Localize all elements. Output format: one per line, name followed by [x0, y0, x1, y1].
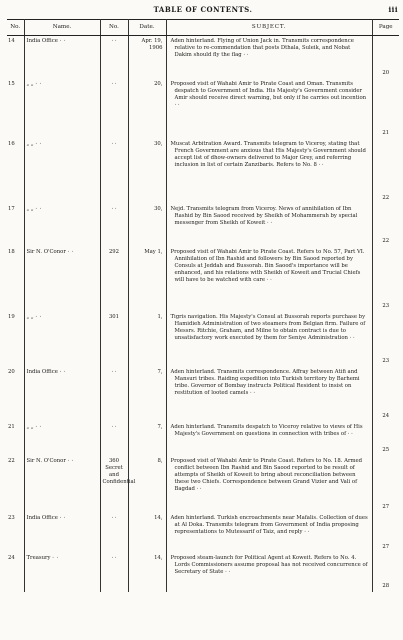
page-reference: 20	[382, 70, 390, 77]
subject-cell	[166, 139, 372, 204]
subject-cell	[166, 367, 372, 422]
subject-text: Proposed steam-launch for Political Agent at Koweit. Refers to No. 4. Lords Commissioners assume proposal has not received concurrence of Secretary of State · ·	[170, 554, 368, 575]
entry-number: 24	[7, 553, 24, 592]
column-header-date: Date.	[128, 20, 166, 36]
subject-cell	[166, 247, 372, 312]
entry-date: 8,	[128, 456, 166, 513]
page-reference: 27	[382, 544, 390, 551]
entry-date: 30,	[128, 204, 166, 247]
sender-name: „ „	[26, 80, 34, 87]
subject-text: Muscat Arbitration Award. Transmits telegram to Viceroy, stating that French Government are anxious that His Majesty's Government should accept list of dhow-owners delivered to Major Grey, and referring inclusion in list of certain Zanzibaris. Refers to No. 8 · ·	[170, 140, 366, 168]
sender-name: Sir N. O'Conor	[26, 457, 66, 464]
entry-date: 14,	[128, 513, 166, 553]
sender-cell	[24, 36, 100, 79]
sender-cell	[24, 553, 100, 592]
sender-leader-dots: · ·	[35, 205, 42, 212]
sender-cell	[24, 456, 100, 513]
page-reference: 21	[382, 130, 390, 137]
page-header	[8, 5, 398, 17]
sender-leader-dots: · ·	[35, 80, 42, 87]
despatch-number: 292	[100, 247, 128, 312]
entry-date: 14,	[128, 553, 166, 592]
entry-number: 14	[7, 36, 24, 79]
entry-number: 22	[7, 456, 24, 513]
sender-name: „ „	[26, 140, 34, 147]
table-row	[7, 456, 399, 513]
sender-leader-dots: · ·	[35, 423, 42, 430]
subject-text: Proposed visit of Wahabi Amir to Pirate Coast and Oman. Transmits despatch to Government of India. His Majesty's Government consider Amir should receive direct warning, but only if he carries out incention · ·	[170, 80, 367, 108]
subject-text: Aden hinterland. Transmits correspondence. Affray between Atifi and Mansuri tribes. Raiding expedition into Turkish territory by Barhemi tribe. Governor of Bombay instructs Political Resident to insist on restitution of looted camels · ·	[170, 368, 360, 396]
entry-date: 7,	[128, 422, 166, 456]
sender-cell	[24, 247, 100, 312]
page-reference: 23	[382, 303, 390, 310]
page-reference: 27	[382, 504, 390, 511]
page-reference: 24	[382, 413, 390, 420]
page-reference: 25	[382, 447, 390, 454]
table-row	[7, 204, 399, 247]
page-reference: 22	[382, 238, 390, 245]
sender-leader-dots: · ·	[59, 38, 67, 44]
subject-cell	[166, 36, 372, 79]
subject-cell	[166, 513, 372, 553]
sender-cell	[24, 204, 100, 247]
despatch-number: · ·	[100, 139, 128, 204]
table-row	[7, 367, 399, 422]
despatch-number: · ·	[100, 79, 128, 139]
entry-number: 23	[7, 513, 24, 553]
despatch-number: · ·	[100, 36, 128, 79]
sender-leader-dots: · ·	[52, 554, 59, 561]
sender-name: „ „	[26, 205, 34, 212]
subject-text: Aden hinterland. Turkish encroachments near Mafalis. Collection of dues at Al Doka. Transmits telegram from Government of India proposing representations to Mutessarif of Taiz, and reply · ·	[170, 514, 368, 535]
subject-cell	[166, 456, 372, 513]
sender-cell	[24, 139, 100, 204]
subject-text: Aden hinterland. Transmits despatch to Viceroy relative to views of His Majesty's Government on questions in connection with tribes of · ·	[170, 423, 363, 437]
contents-table	[7, 19, 399, 592]
subject-text: Proposed visit of Wahabi Amir to Pirate Coast. Refers to No. 18. Armed conflict between Ibn Rashid and Bin Saood reported to be result of attempts of Sheikh of Koweit to bring about reconciliation between these two Chiefs. Correspondence between Grand Vizier and Vali of Bagdad · ·	[170, 457, 363, 492]
despatch-number: 301	[100, 312, 128, 367]
sender-leader-dots: · ·	[67, 248, 75, 255]
sender-name: „ „	[26, 313, 34, 320]
entry-number: 21	[7, 422, 24, 456]
table-row	[7, 312, 399, 367]
page-reference: 28	[382, 583, 390, 590]
sender-leader-dots: · ·	[59, 368, 67, 375]
sender-name: India Office	[26, 368, 58, 375]
column-header-name: Name.	[24, 20, 100, 36]
sender-leader-dots: · ·	[35, 140, 42, 147]
despatch-number: 360 Secret and Confidential	[100, 456, 128, 513]
entry-number: 15	[7, 79, 24, 139]
sender-name: Sir N. O'Conor	[26, 248, 66, 255]
sender-name: „ „	[26, 423, 34, 430]
entry-number: 17	[7, 204, 24, 247]
entry-date: 20,	[128, 79, 166, 139]
sender-name: Treasury	[26, 554, 51, 561]
table-body	[7, 36, 399, 592]
entry-date: 30,	[128, 139, 166, 204]
column-header-despatch-no: No.	[100, 20, 128, 36]
table-row	[7, 422, 399, 456]
entry-number: 18	[7, 247, 24, 312]
subject-cell	[166, 204, 372, 247]
table-row	[7, 139, 399, 204]
page-title: TABLE OF CONTENTS.	[153, 5, 253, 14]
sender-leader-dots: · ·	[67, 457, 75, 464]
table-row	[7, 247, 399, 312]
subject-cell	[166, 553, 372, 592]
table-header-row	[7, 20, 399, 36]
entry-number: 16	[7, 139, 24, 204]
entry-date: May 1,	[128, 247, 166, 312]
subject-text: Tigris navigation. His Majesty's Consul at Bussorah reports purchase by Hamidieh Administration of two steamers from Belgian firm. Failure of Messrs. Ritchie, Graham, and Milne to obtain contract is due to unsatisfactory work executed by them for Seniye Administration · ·	[170, 313, 366, 341]
table-row	[7, 79, 399, 139]
sender-name: India Office	[26, 514, 58, 521]
despatch-number: · ·	[100, 204, 128, 247]
entry-number: 19	[7, 312, 24, 367]
subject-text: Nejd. Transmits telegram from Viceroy. News of annihilation of Ibn Rashid by Bin Saood received by Sheikh of Mohammerah by special messenger from Sheikh of Koweit · ·	[170, 205, 358, 226]
sender-cell	[24, 422, 100, 456]
entry-date: 7,	[128, 367, 166, 422]
subject-text: Aden hinterland. Flying of Union Jack in. Transmits correspondence relative to re-commendation that posts Dthala, Suleik, and Nobat Dakim should fly the flag · ·	[170, 38, 354, 59]
column-header-page: Page	[372, 20, 399, 36]
page-reference: 23	[382, 358, 390, 365]
table-row	[7, 513, 399, 553]
page-reference: 22	[382, 195, 390, 202]
page-number: iii	[388, 5, 398, 14]
despatch-number: · ·	[100, 422, 128, 456]
despatch-number: · ·	[100, 367, 128, 422]
sender-cell	[24, 513, 100, 553]
entry-number: 20	[7, 367, 24, 422]
subject-cell	[166, 422, 372, 456]
despatch-number: · ·	[100, 553, 128, 592]
sender-leader-dots: · ·	[35, 313, 42, 320]
subject-cell	[166, 312, 372, 367]
column-header-no: No.	[7, 20, 24, 36]
column-header-subject: SUBJECT.	[166, 20, 372, 36]
sender-leader-dots: · ·	[59, 514, 67, 521]
sender-name: India Office	[26, 38, 58, 44]
entry-date: 1,	[128, 312, 166, 367]
sender-cell	[24, 312, 100, 367]
table-row	[7, 553, 399, 592]
sender-cell	[24, 79, 100, 139]
subject-cell	[166, 79, 372, 139]
subject-text: Proposed visit of Wahabi Amir to Pirate Coast. Refers to No. 57, Part VI. Annihilation of Ibn Rashid and followers by Bin Saood reported by Consuls at Jeddah and Bussorah. Bin Saood's importance will be enhanced, and his relations with Sheikh of Koweit and Trucial Chiefs will have to be watched with care · ·	[170, 248, 365, 283]
despatch-number: · ·	[100, 513, 128, 553]
table-row	[7, 36, 399, 79]
entry-date: Apr. 19, 1906	[128, 36, 166, 79]
sender-cell	[24, 367, 100, 422]
